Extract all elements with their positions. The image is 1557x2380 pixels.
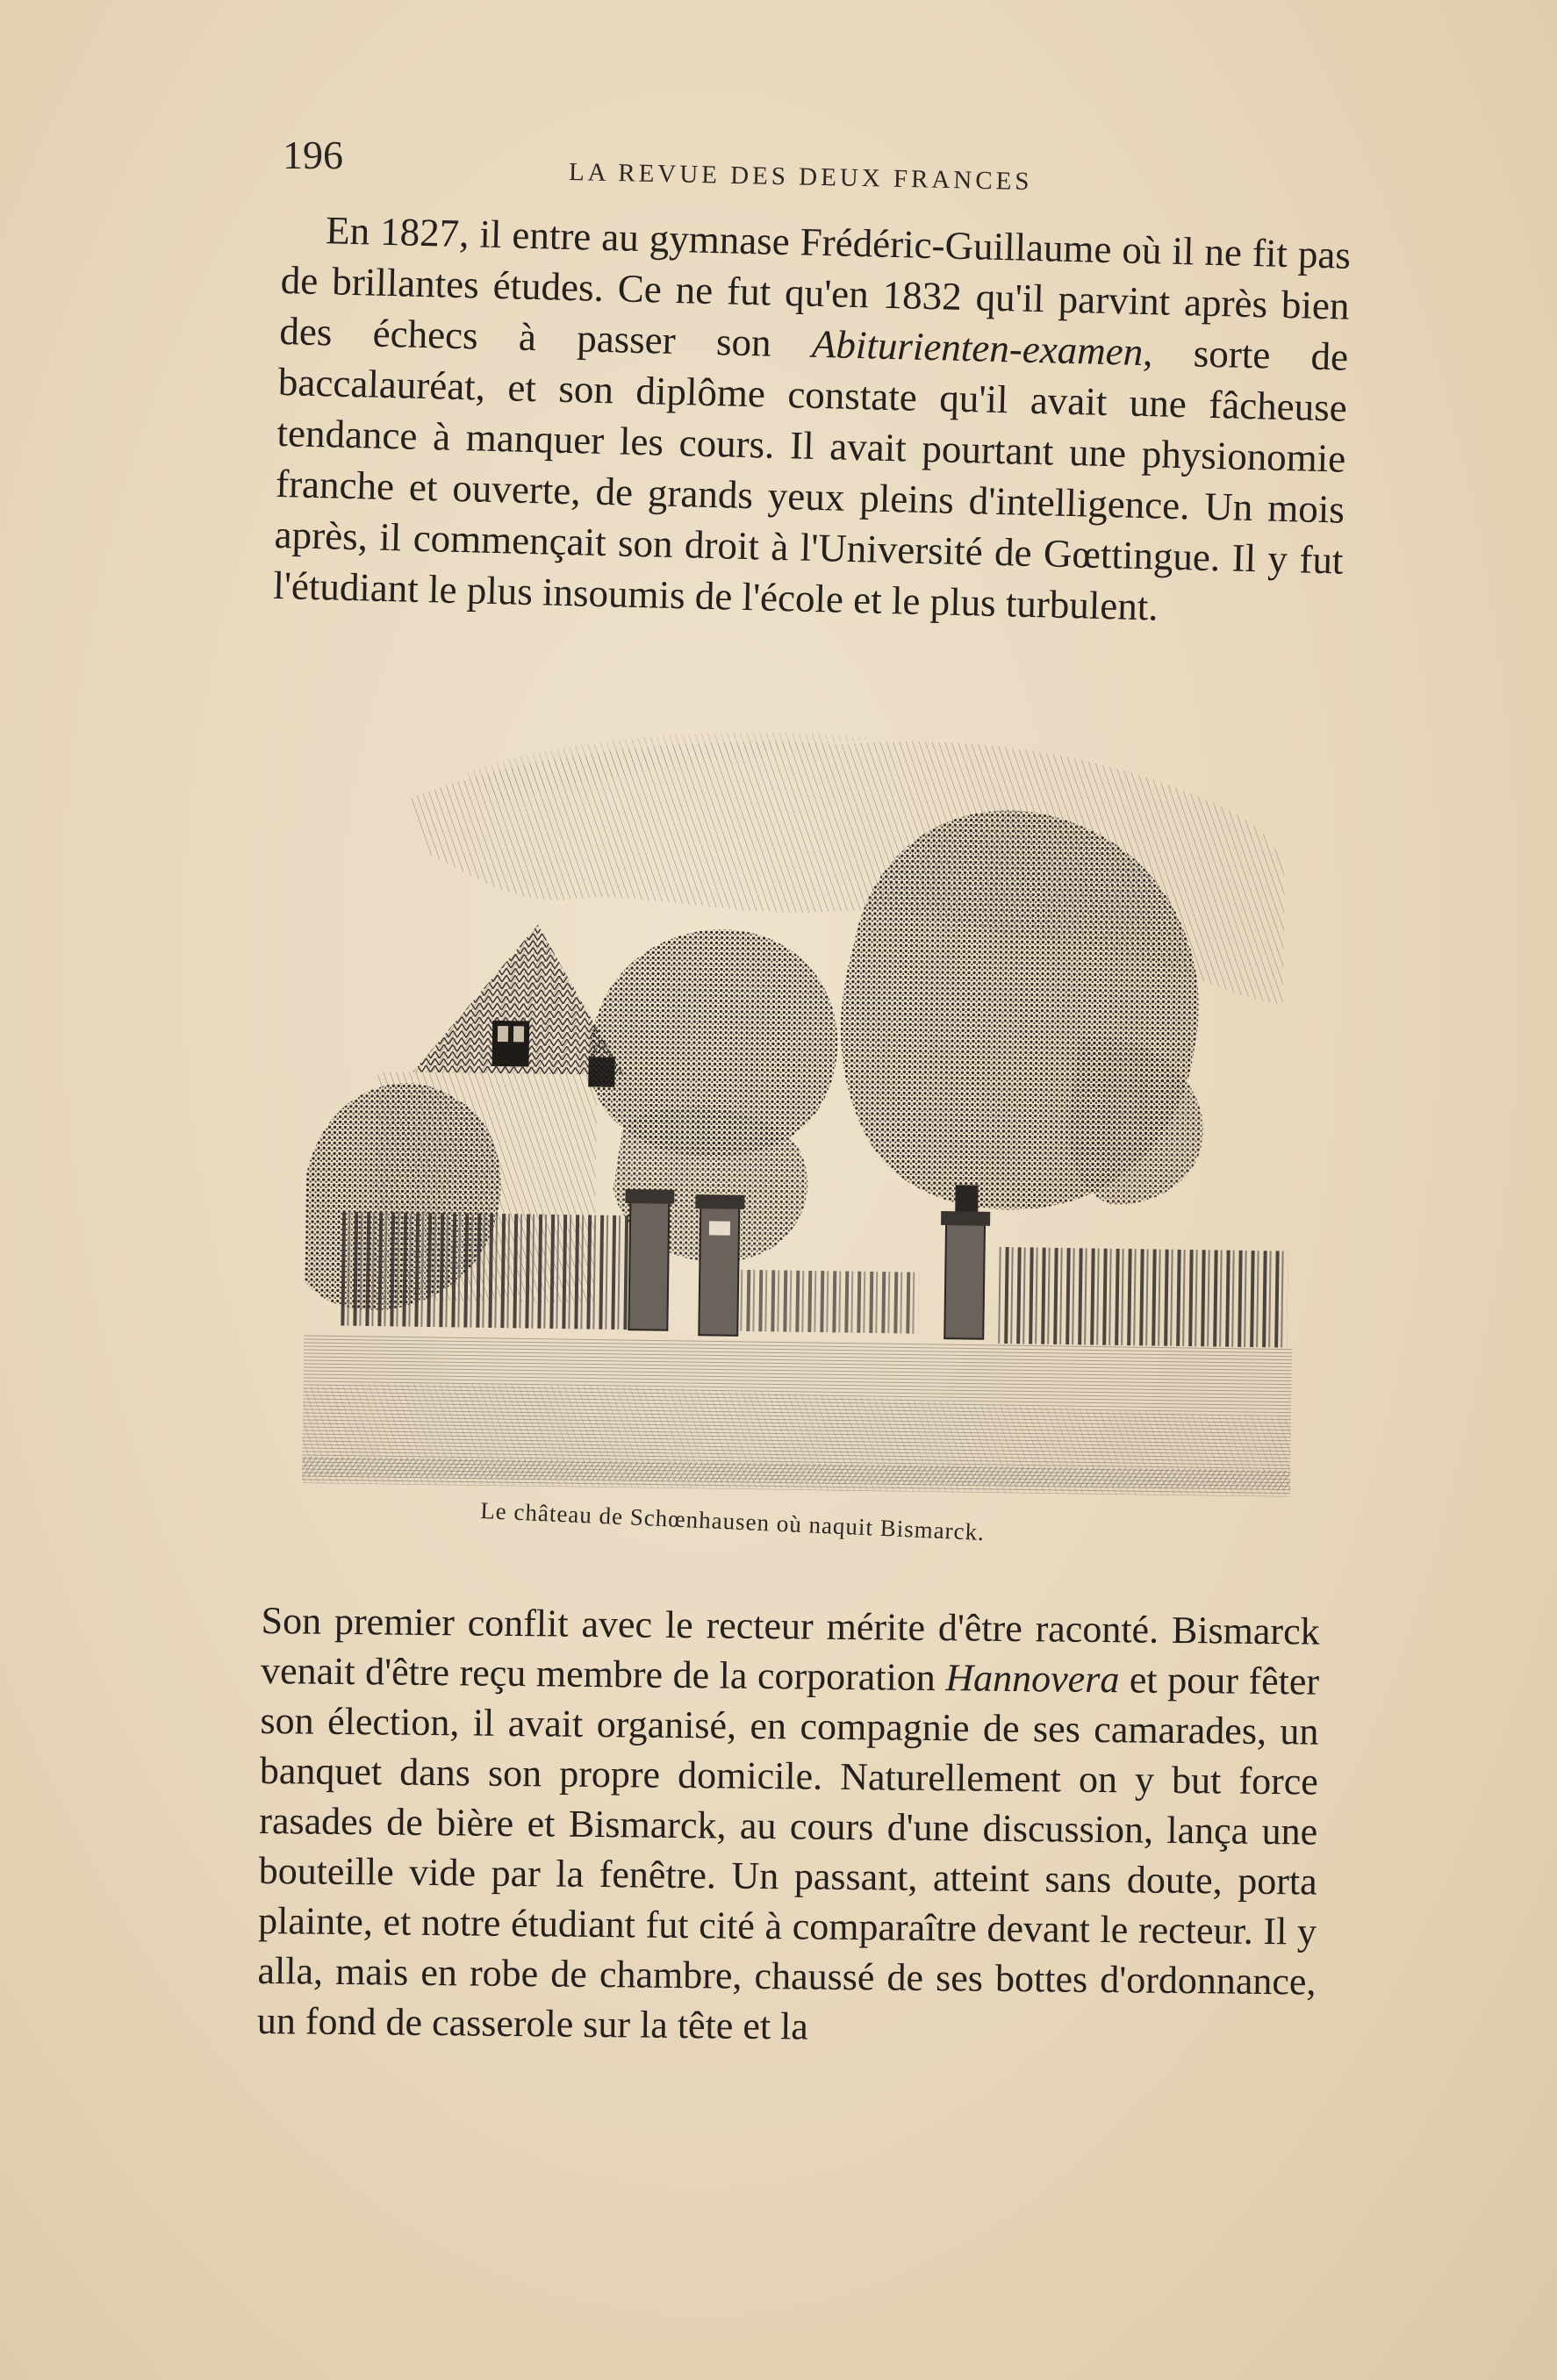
- text-line: vide par la fenêtre. Un passant, atteint sans doute, porta: [409, 1850, 1317, 1903]
- text-line: l'étudiant le plus insoumis de l'école et le plus turbulent.: [272, 563, 1159, 629]
- text-line: domicile. Naturellement on y but force rasades de bière et: [259, 1753, 1319, 1846]
- text-line: qu'il avait une fâcheuse tendance à manquer les cours. Il: [276, 376, 1348, 468]
- text-line: Bismarck venait d'être reçu membre de la corporation: [260, 1608, 1320, 1700]
- engraving-illustration: [302, 720, 1301, 1506]
- text-line-italic: Hannovera: [945, 1656, 1120, 1702]
- text-line: recteur. Il y alla, mais en robe de chambre, chaussé de ses: [257, 1908, 1317, 2000]
- text-line: Bismarck, au cours d'une discussion, lança une bouteille: [258, 1802, 1318, 1894]
- figure-caption: Le château de Schœnhausen où naquit Bismarck.: [479, 1497, 986, 1546]
- text-line: commençait son droit à l'Université de Gœttingue. Il y fut: [413, 515, 1345, 583]
- text-line-italic: examen: [1022, 326, 1144, 374]
- chateau-engraving: [302, 720, 1301, 1506]
- text-line: Son premier conflit avec le recteur mérite d'être raconté.: [261, 1598, 1159, 1652]
- text-line: , sorte de baccalauréat, et son diplôme constate: [277, 330, 1349, 419]
- text-line: grands yeux pleins d'intelligence. Un mois après, il: [274, 470, 1345, 560]
- text-line: En 1827, il entre au gymnase Frédéric-Guillaume où il: [325, 208, 1195, 274]
- text-line: ne fit pas de brillantes études. Ce ne fut qu'en 1832 qu'il: [280, 229, 1352, 321]
- text-line: avait pourtant une physionomie franche et ouverte, de: [275, 424, 1346, 514]
- text-line: bottes d'ordonnance, un fond de casserole sur la tête et la: [256, 1956, 1317, 2048]
- paragraph-bottom: [257, 1595, 1320, 2057]
- paragraph-top: [273, 204, 1352, 637]
- text-line: plainte, et notre étudiant fut cité à comparaître devant le: [257, 1898, 1129, 1952]
- text-line-italic: Abiturienten-: [811, 321, 1023, 371]
- text-line: compagnie de ses camarades, un banquet dans son propre: [259, 1704, 1319, 1796]
- running-head: LA REVUE DES DEUX FRANCES: [568, 158, 1033, 197]
- text-line: et pour fêter son élection, il avait organisé, en: [260, 1658, 1320, 1748]
- text-line: parvint après bien des échecs à passer son: [278, 276, 1351, 366]
- page-number: 196: [283, 133, 343, 177]
